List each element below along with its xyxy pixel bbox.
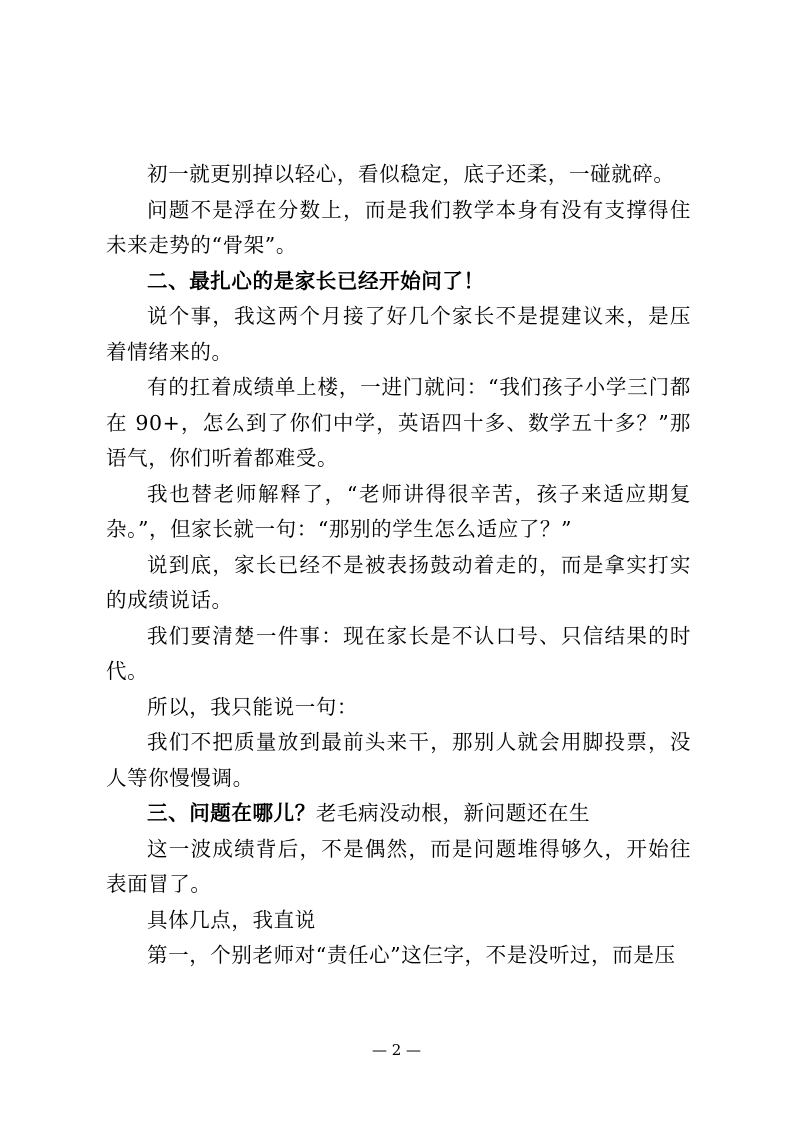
section-heading-2: 二、最扎心的是家长已经开始问了！ [147,268,485,293]
body-paragraph-14: 第一，个别老师对“责任心”这仨字，不是没听过，而是压 [147,943,676,967]
section-heading-3-title: 三、问题在哪儿？ [147,801,316,825]
body-paragraph-10: 我们不把质量放到最前头来干，那别人就会用脚投票，没人等你慢慢调。 [106,730,691,790]
body-paragraph-6: 我也替老师解释了，“老师讲得很辛苦，孩子来适应期复杂。”，但家长就一句：“那别的学生怎么适应了？” [106,481,691,541]
body-paragraph-9: 所以，我只能说一句： [147,694,358,719]
body-paragraph-13: 具体几点，我直说 [147,907,316,932]
body-paragraph-7: 说到底，家长已经不是被表扬鼓动着走的，而是拿实打实的成绩说话。 [106,552,691,612]
page-number: — 2 — [371,1041,422,1059]
body-paragraph-8: 我们要清楚一件事：现在家长是不认口号、只信结果的时代。 [106,623,691,683]
section-heading-3-subtitle: 老毛病没动根，新问题还在生 [315,801,591,825]
body-paragraph-2: 问题不是浮在分数上，而是我们教学本身有没有支撑得住未来走势的“骨架”。 [106,197,691,257]
body-paragraph-4: 说个事，我这两个月接了好几个家长不是提建议来，是压着情绪来的。 [106,304,691,364]
document-body [106,157,691,974]
section-heading-3 [106,796,691,832]
body-paragraph-1: 初一就更别掉以轻心，看似稳定，底子还柔，一碰就碎。 [147,162,675,186]
body-paragraph-12: 这一波成绩背后，不是偶然，而是问题堆得够久，开始往表面冒了。 [106,836,691,896]
body-paragraph-5: 有的扛着成绩单上楼，一进门就问：“我们孩子小学三门都在 90+，怎么到了你们中学，英语四十多、数学五十多？”那语气，你们听着都难受。 [106,375,691,470]
